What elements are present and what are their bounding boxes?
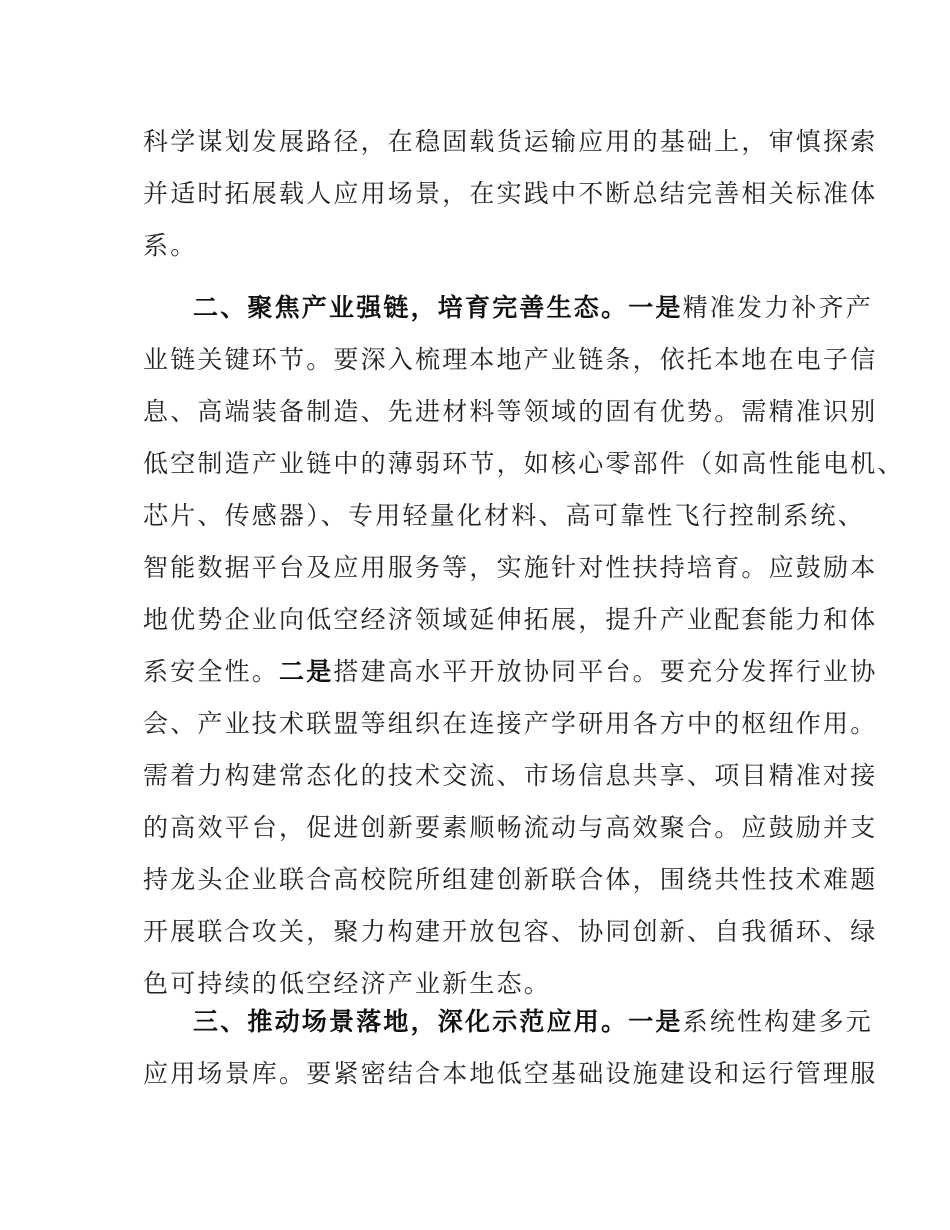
section-2-line-1-text: 精准发力补齐产 [682,293,874,322]
paragraph-2-line-1 [143,282,874,334]
paragraph-2-line-12: 持龙头企业联合高校院所组建创新联合体，围绕共性技术难题 [143,865,878,894]
section-2-line-8-pre: 系安全性。 [143,657,280,686]
paragraph-2-line-7: 地优势企业向低空经济领域延伸拓展，提升产业配套能力和体 [143,605,878,634]
paragraph-1-line-1: 科学谋划发展路径，在稳固载货运输应用的基础上，审慎探索 [143,127,878,156]
paragraph-2-line-3: 息、高端装备制造、先进材料等领域的固有优势。需精准识别 [143,397,878,426]
paragraph-2-line-6: 智能数据平台及应用服务等，实施针对性扶持培育。应鼓励本 [143,553,878,582]
section-2-heading: 二、聚焦产业强链，培育完善生态。 [193,293,629,322]
paragraph-3-line-2: 应用场景库。要紧密结合本地低空基础设施建设和运行管理服 [143,1059,878,1088]
paragraph-2-line-2: 业链关键环节。要深入梳理本地产业链条，依托本地在电子信 [143,345,878,374]
paragraph-2-line-9: 会、产业技术联盟等组织在连接产学研用各方中的枢纽作用。 [143,709,878,738]
paragraph-1-line-2: 并适时拓展载人应用场景，在实践中不断总结完善相关标准体 [143,179,878,208]
paragraph-2-line-4: 低空制造产业链中的薄弱环节，如核心零部件（如高性能电机、 [143,449,905,478]
section-3-line-1-text: 系统性构建多元 [682,1007,874,1036]
paragraph-2-line-13: 开展联合攻关，聚力构建开放包容、协同创新、自我循环、绿 [143,917,878,946]
paragraph-1 [143,116,878,272]
section-2-marker-2: 二是 [279,657,334,686]
paragraph-2-line-8 [143,646,878,698]
paragraph-3 [143,996,878,1100]
paragraph-2-line-10: 需着力构建常态化的技术交流、市场信息共享、项目精准对接 [143,761,878,790]
section-3-marker-1: 一是 [628,1007,683,1036]
paragraph-2-line-11: 的高效平台，促进创新要素顺畅流动与高效聚合。应鼓励并支 [143,813,878,842]
paragraph-1-line-3: 系。 [143,231,198,260]
paragraph-2-line-5: 芯片、传感器）、专用轻量化材料、高可靠性飞行控制系统、 [143,501,865,530]
paragraph-2-line-14: 色可持续的低空经济产业新生态。 [143,969,552,998]
section-2-marker-1: 一是 [628,293,683,322]
paragraph-3-line-1 [143,996,874,1048]
paragraph-2 [143,282,905,1010]
section-3-heading: 三、推动场景落地，深化示范应用。 [193,1007,629,1036]
section-2-line-8-rest: 搭建高水平开放协同平台。要充分发挥行业协 [333,657,878,686]
